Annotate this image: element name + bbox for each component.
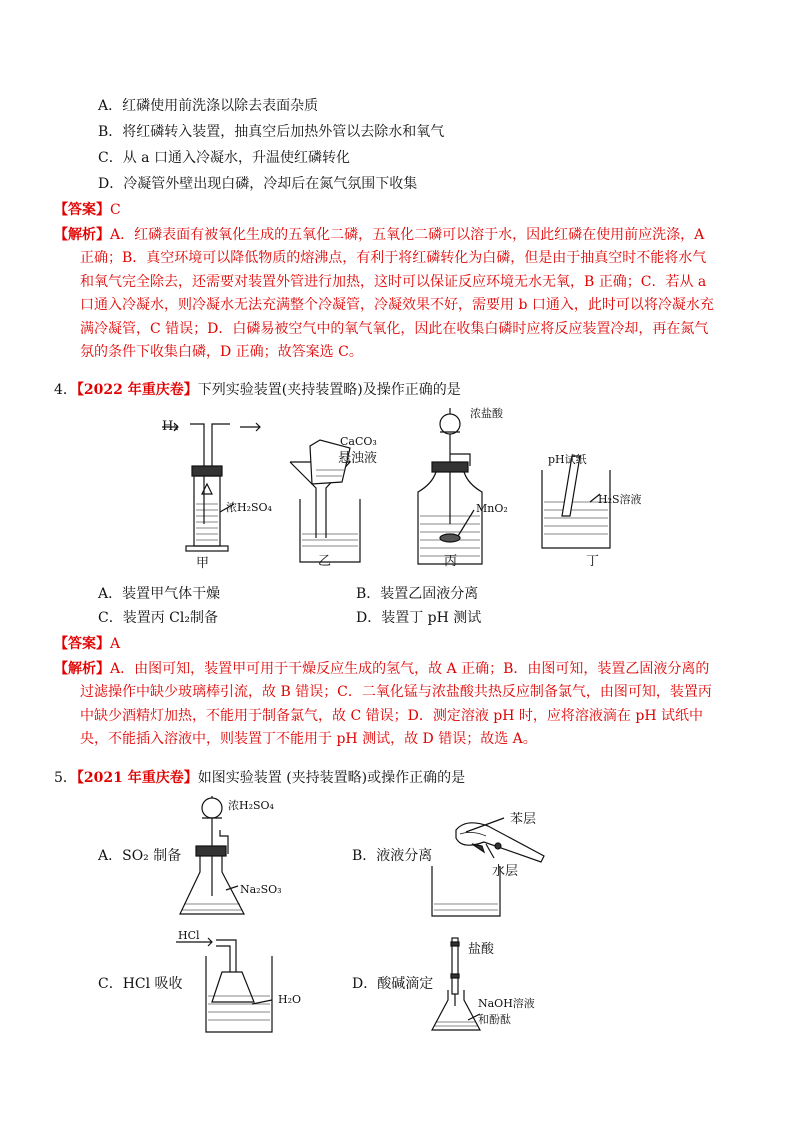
q4-stem	[54, 380, 461, 400]
fig-label-benzene-layer: 苯层	[510, 812, 537, 827]
q3-option-a: A．红磷使用前洗涤以除去表面杂质	[98, 98, 319, 114]
explain-text: A．由图可知，装置甲可用于干燥反应生成的氢气，故 A 正确；B．由图可知，装置乙固液分离的过滤操作中缺少玻璃棒引流，故 B 错误；C．二氧化锰与浓盐酸共热反应制备氯气，由图可知，装置丙中缺少酒精灯加热，不能用于制备氯气，故 C 错误；D．测定溶液 pH 时，应将溶液滴在 pH 试纸中央，不能插入溶液中，则装置丁不能用于 pH 测试，故 D 错误；故选 A。	[80, 661, 712, 748]
fig-label-yi: 乙	[318, 554, 332, 569]
q3-option-b: B．将红磷转入装置，抽真空后加热外管以去除水和氧气	[98, 124, 445, 140]
answer-tag: 【答案】	[54, 202, 110, 218]
explain-tag: 【解析】	[54, 661, 110, 677]
q5-option-c: C．HCl 吸收	[98, 976, 183, 992]
fig-label-water-layer: 水层	[492, 864, 519, 879]
fig-label-h2o: H₂O	[278, 993, 302, 1006]
fig-label-naoh-solution: NaOH溶液	[478, 997, 535, 1010]
q3-option-d: D．冷凝管外壁出现白磷，冷却后在氮气氛围下收集	[98, 176, 418, 192]
q4-option-a: A．装置甲气体干燥	[98, 586, 221, 602]
q5-stem	[54, 768, 465, 788]
answer-value: C	[110, 202, 121, 218]
question-text: 下列实验装置(夹持装置略)及操作正确的是	[197, 382, 461, 398]
q4-explanation	[54, 658, 720, 752]
fig-label-ph-paper: pH试纸	[548, 453, 587, 466]
question-source: 【2021 年重庆卷】	[76, 770, 198, 786]
answer-tag: 【答案】	[54, 636, 110, 652]
q4-apparatus-figure	[150, 404, 670, 576]
fig-label-h2s: H₂S溶液	[598, 493, 642, 506]
answer-value: A	[110, 636, 121, 652]
fig-label-jia: 甲	[196, 556, 210, 571]
question-text: 如图实验装置 (夹持装置略)或操作正确的是	[197, 770, 466, 786]
fig-label-caco3: CaCO₃	[340, 435, 377, 448]
fig-label-hcl: HCl	[178, 929, 200, 942]
separatory-funnel-figure	[426, 810, 556, 920]
q4-option-b: B．装置乙固液分离	[356, 586, 479, 602]
fig-label-h2: H₂	[162, 419, 179, 434]
chlorine-generator-icon	[418, 408, 482, 564]
q5-option-a: A．SO₂ 制备	[98, 848, 182, 864]
question-source: 【2022 年重庆卷】	[76, 382, 198, 398]
fig-label-h2so4: 浓H₂SO₄	[226, 501, 272, 514]
fig-label-na2so3: Na₂SO₃	[240, 883, 282, 896]
fig-label-mno2: MnO₂	[476, 502, 508, 515]
fig-label-suspension: 悬浊液	[338, 451, 378, 466]
gas-washing-bottle-icon	[162, 423, 260, 551]
q3-answer	[54, 200, 121, 220]
explain-text: A．红磷表面有被氧化生成的五氧化二磷，五氧化二磷可以溶于水，因此红磷在使用前应洗涤，A 正确；B．真空环境可以降低物质的熔沸点，有利于将红磷转化为白磷，但是由于抽真空时不能将水气和氧气完全除去，还需要对装置外管进行加热，这时可以保证反应环境无水无氧，B 正确；C．若从 a 口通入冷凝水，则冷凝水无法充满整个冷凝管，冷凝效果不好，需要用 b 口通入，此时可以将冷凝水充满冷凝管，C 错误；D．白磷易被空气中的氧气氧化，因此在收集白磷时应将反应装置冷却，再在氮气氛的条件下收集白磷，D 正确；故答案选 C。	[80, 227, 714, 361]
q4-option-c: C．装置丙 Cl₂制备	[98, 610, 218, 626]
fig-label-hcl-conc: 浓盐酸	[470, 407, 503, 420]
q4-answer	[54, 634, 120, 654]
fig-label-ding: 丁	[586, 554, 600, 569]
fig-label-bing: 丙	[444, 554, 458, 569]
q5-option-d: D．酸碱滴定	[352, 976, 434, 992]
fig-label-conc-h2so4: 浓H₂SO₄	[228, 799, 274, 812]
q5-option-b: B．液液分离	[352, 848, 433, 864]
explain-tag: 【解析】	[54, 227, 110, 243]
question-number: 4．	[54, 382, 77, 398]
q4-option-d: D．装置丁 pH 测试	[356, 610, 482, 626]
fig-label-hydrochloric-acid: 盐酸	[468, 942, 495, 957]
q3-option-c: C．从 a 口通入冷凝水，升温使红磷转化	[98, 150, 350, 166]
q3-explanation	[54, 224, 720, 364]
fig-label-phenolphthalein: 和酚酞	[478, 1013, 511, 1026]
question-number: 5．	[54, 770, 77, 786]
